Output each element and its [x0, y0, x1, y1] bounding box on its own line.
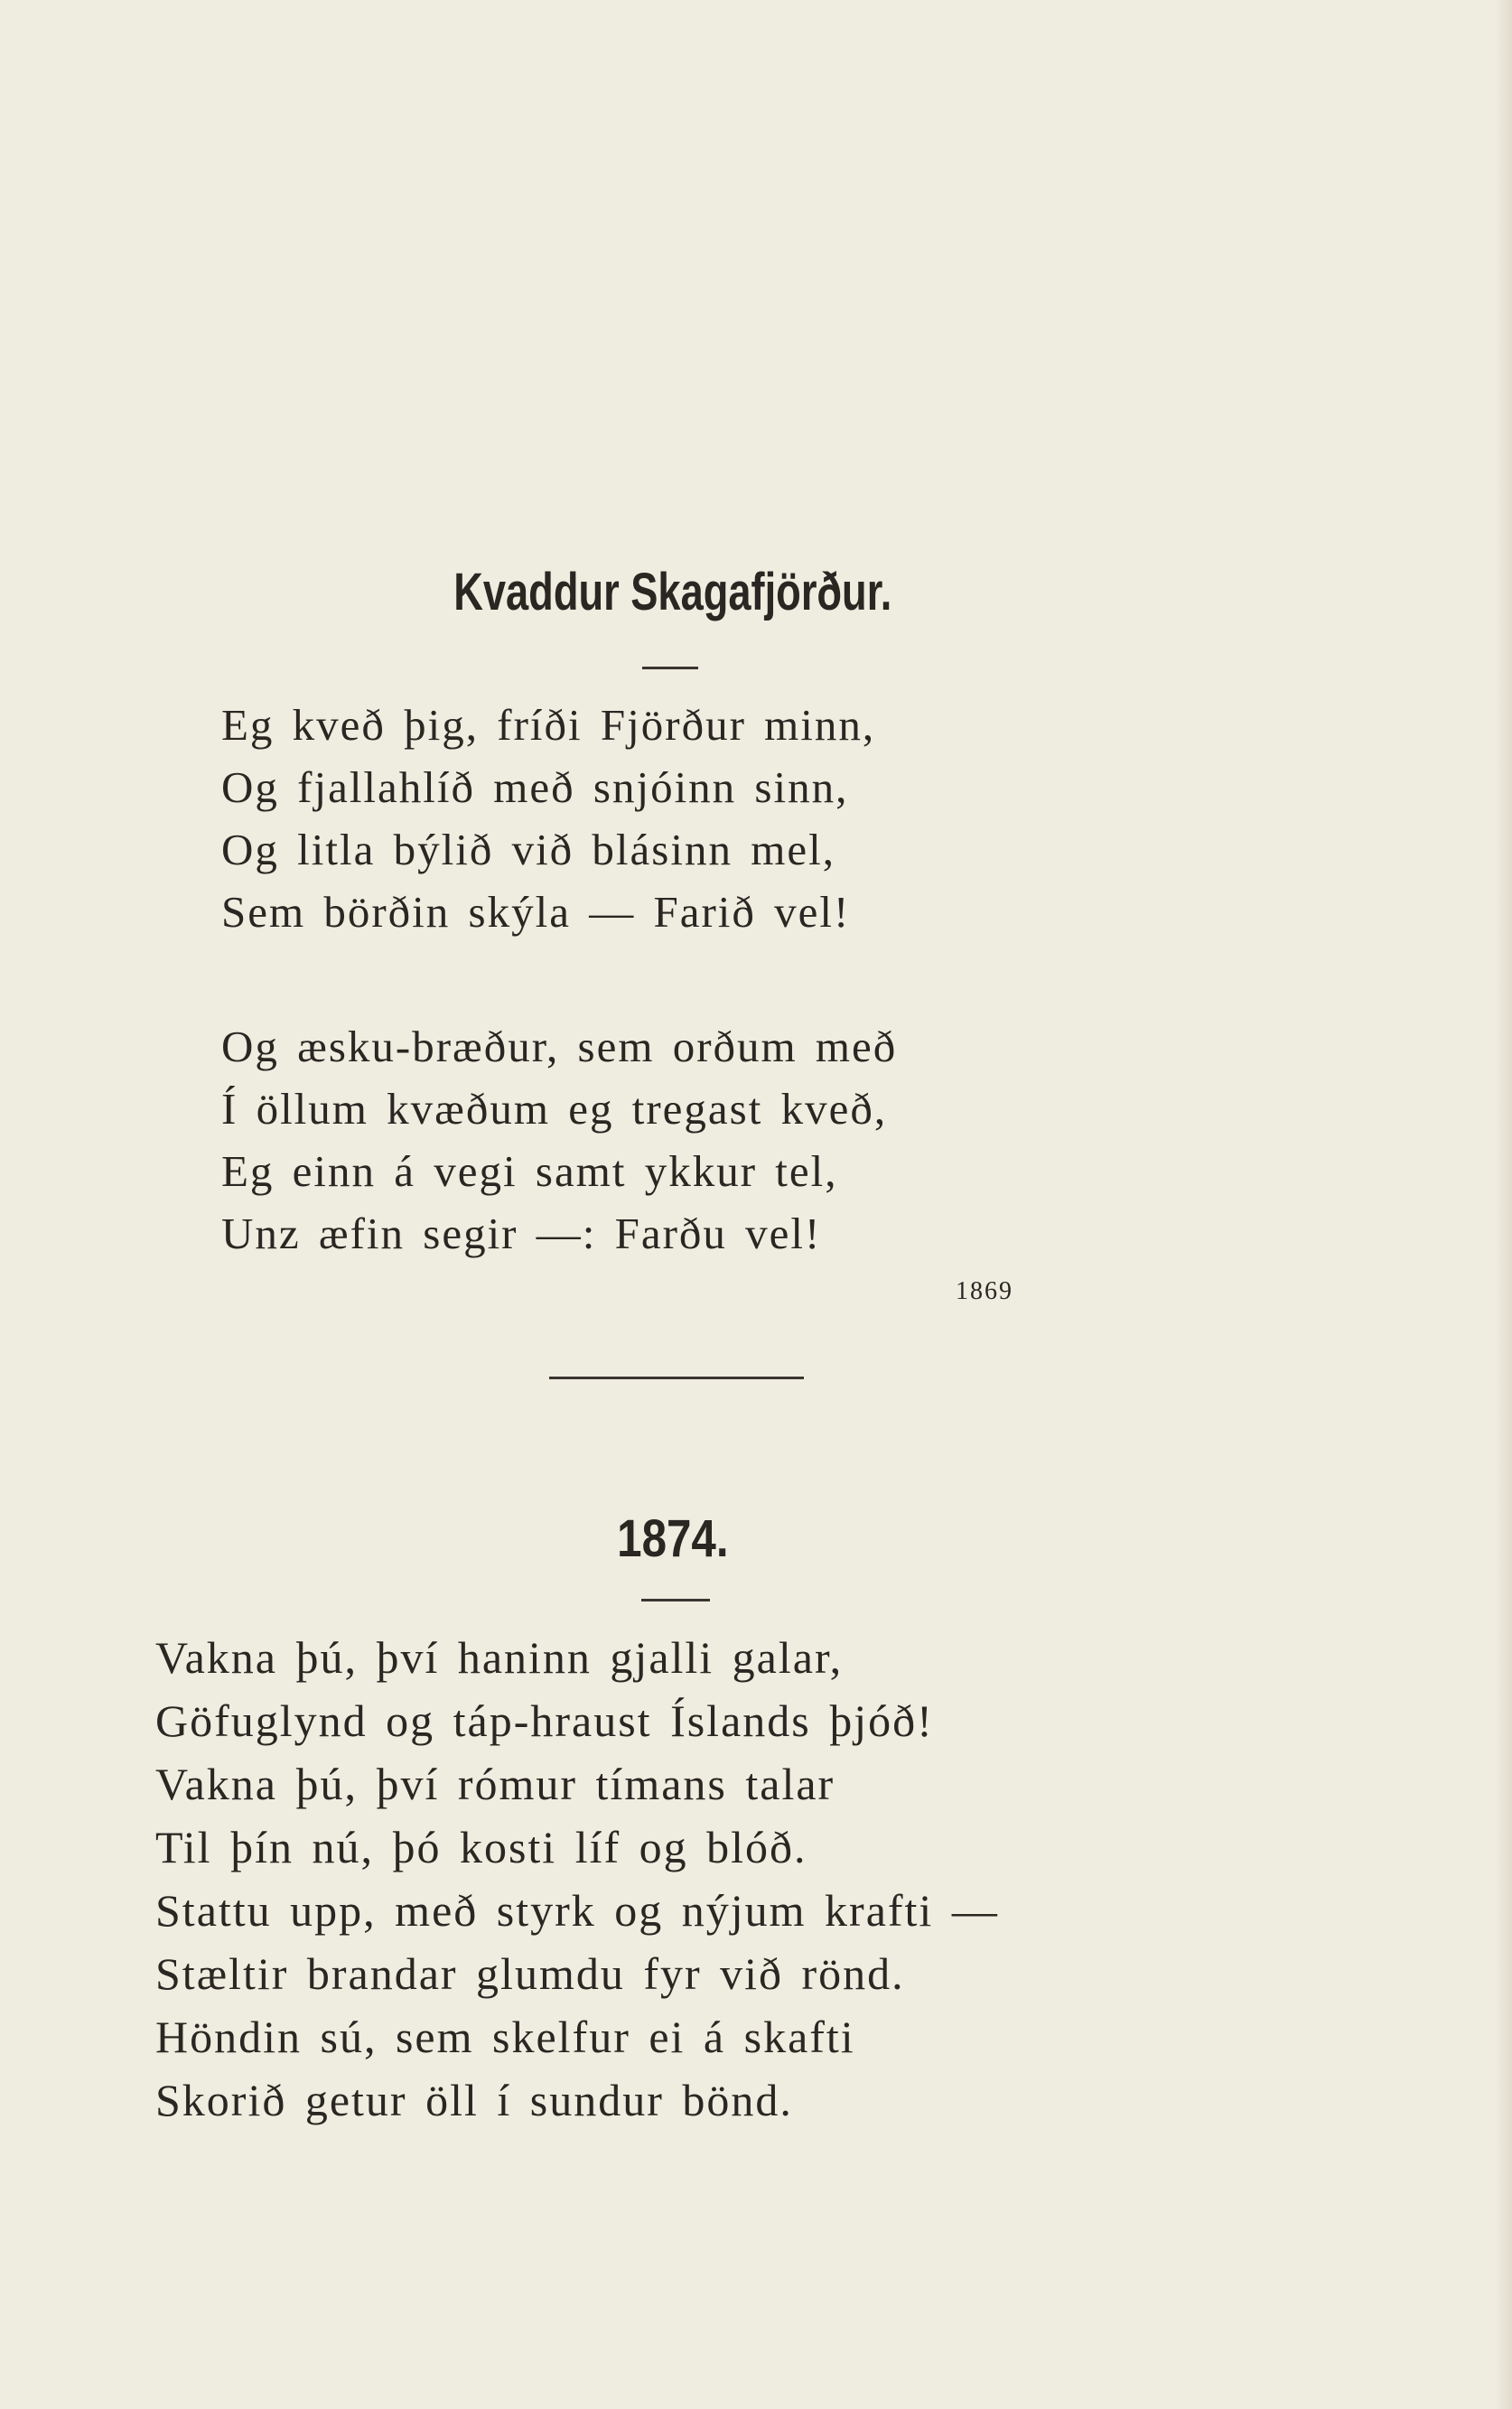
verse-line: Og litla býlið við blásinn mel,: [221, 825, 835, 874]
poem-2-stanza-1: [155, 1626, 999, 2132]
poem-1-stanza-1: [221, 694, 875, 943]
title-divider: [641, 1599, 710, 1601]
verse-line: Eg kveð þig, fríði Fjörður minn,: [221, 700, 876, 750]
verse-line: Höndin sú, sem skelfur ei á skafti: [155, 2012, 855, 2062]
verse-line: Í öllum kvæðum eg tregast kveð,: [221, 1084, 888, 1134]
verse-line: Og æsku-bræður, sem orðum með: [221, 1022, 898, 1071]
title-divider: [642, 667, 698, 669]
verse-line: Eg einn á vegi samt ykkur tel,: [221, 1146, 838, 1196]
section-divider: [549, 1377, 804, 1379]
verse-line: Sem börðin skýla — Farið vel!: [221, 887, 851, 937]
verse-line: Stattu upp, með styrk og nýjum krafti —: [155, 1885, 999, 1936]
verse-line: Skorið getur öll í sundur bönd.: [155, 2075, 793, 2125]
page-edge-shadow: [1496, 0, 1512, 2409]
verse-line: Unz æfin segir —: Farðu vel!: [221, 1209, 822, 1258]
verse-line: Göfuglynd og táp-hraust Íslands þjóð!: [155, 1695, 934, 1746]
verse-line: Og fjallahlíð með snjóinn sinn,: [221, 762, 849, 812]
verse-line: Til þín nú, þó kosti líf og blóð.: [155, 1822, 807, 1872]
verse-line: Stæltir brandar glumdu fyr við rönd.: [155, 1948, 905, 1999]
poem-date: 1869: [956, 1277, 1013, 1305]
verse-line: Vakna þú, því haninn gjalli galar,: [155, 1632, 844, 1683]
poem-1-stanza-2: [221, 1015, 897, 1265]
poem-title: Kvaddur Skagafjörður.: [453, 563, 892, 621]
verse-line: Vakna þú, því rómur tímans talar: [155, 1759, 835, 1809]
poem-title: 1874.: [617, 1509, 729, 1568]
